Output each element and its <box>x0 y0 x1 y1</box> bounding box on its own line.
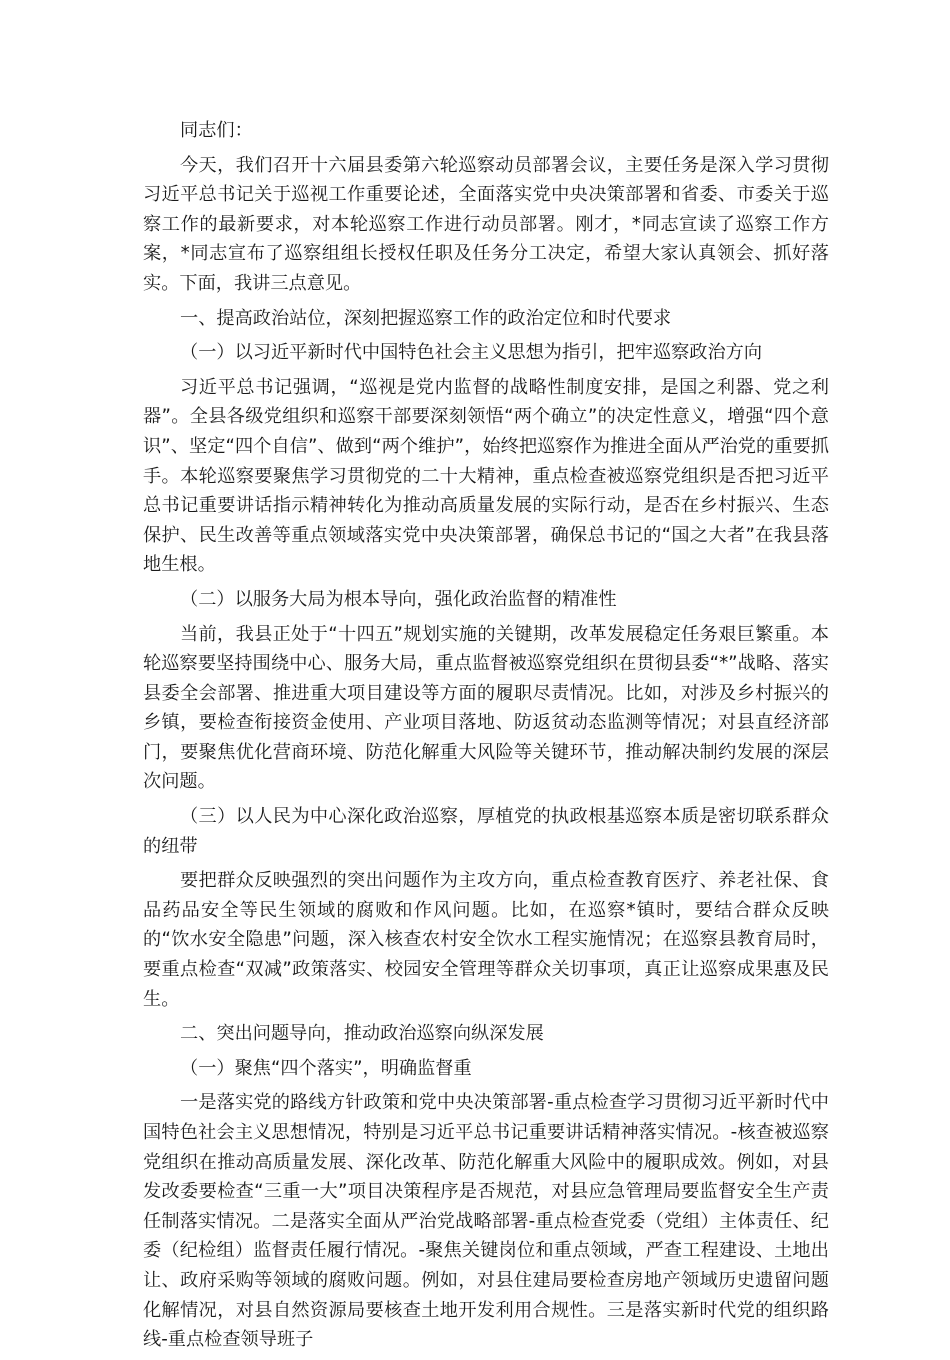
salutation: 同志们： <box>180 120 253 141</box>
opening-paragraph: 今天，我们召开十六届县委第六轮巡察动员部署会议，主要任务是深入学习贯彻习近平总书记关于巡视工作重要论述，全面落实党中央决策部署和省委、市委关于巡察工作的最新要求，对本轮巡察工作进行动员部署。刚才，*同志宣读了巡察工作方案，*同志宣布了巡察组组长授权任职及任务分工决定，希望大家认真领会、抓好落实。下面，我讲三点意见。 <box>143 154 829 294</box>
subsection-heading-1-2: （二）以服务大局为根本导向，强化政治监督的精准性 <box>180 588 617 610</box>
body-paragraph: 当前，我县正处于“十四五”规划实施的关键期，改革发展稳定任务艰巨繁重。本轮巡察要坚持围绕中心、服务大局，重点监督被巡察党组织在贯彻县委“*”战略、落实县委全会部署、推进重大项目建设等方面的履职尽责情况。比如，对涉及乡村振兴的乡镇，要检查衔接资金使用、产业项目落地、防返贫动态监测等情况；对县直经济部门，要聚焦优化营商环境、防范化解重大风险等关键环节，推动解决制约发展的深层次问题。 <box>143 623 829 793</box>
subsection-heading-1-1: （一）以习近平新时代中国特色社会主义思想为指引，把牢巡察政治方向 <box>180 342 763 364</box>
section-heading-1: 一、提高政治站位，深刻把握巡察工作的政治定位和时代要求 <box>180 307 672 329</box>
body-paragraph: 一是落实党的路线方针政策和党中央决策部署-重点检查学习贯彻习近平新时代中国特色社会主义思想情况，特别是习近平总书记重要讲话精神落实情况。-核查被巡察党组织在推动高质量发展、深化改革、防范化解重大风险中的履职成效。例如，对县发改委要检查“三重一大”项目决策程序是否规范，对县应急管理局要监督安全生产责任制落实情况。二是落实全面从严治党战略部署-重点检查党委（党组）主体责任、纪委（纪检组）监督责任履行情况。-聚焦关键岗位和重点领域，严查工程建设、土地出让、政府采购等领域的腐败问题。例如，对县住建局要检查房地产领域历史遗留问题化解情况，对县自然资源局要核查土地开发利用合规性。三是落实新时代党的组织路线-重点检查领导班子 <box>143 1092 829 1351</box>
subsection-heading-2-1: （一）聚焦“四个落实”，明确监督重 <box>180 1057 472 1079</box>
subsection-heading-1-3: （三）以人民为中心深化政治巡察，厚植党的执政根基巡察本质是密切联系群众的纽带 <box>143 806 829 857</box>
speech-body <box>143 116 829 1360</box>
body-paragraph: 习近平总书记强调，“巡视是党内监督的战略性制度安排，是国之利器、党之利器”。全县各级党组织和巡察干部要深刻领悟“两个确立”的决定性意义，增强“四个意识”、坚定“四个自信”、做到“两个维护”，始终把巡察作为推进全面从严治党的重要抓手。本轮巡察要聚焦学习贯彻党的二十大精神，重点检查被巡察党组织是否把习近平总书记重要讲话指示精神转化为推动高质量发展的实际行动，是否在乡村振兴、生态保护、民生改善等重点领域落实党中央决策部署，确保总书记的“国之大者”在我县落地生根。 <box>143 376 829 576</box>
section-heading-2: 二、突出问题导向，推动政治巡察向纵深发展 <box>180 1023 544 1045</box>
body-paragraph: 要把群众反映强烈的突出问题作为主攻方向，重点检查教育医疗、养老社保、食品药品安全等民生领域的腐败和作风问题。比如，在巡察*镇时，要结合群众反映的“饮水安全隐患”问题，深入核查农村安全饮水工程实施情况；在巡察县教育局时，要重点检查“双减”政策落实、校园安全管理等群众关切事项，真正让巡察成果惠及民生。 <box>143 870 829 1010</box>
